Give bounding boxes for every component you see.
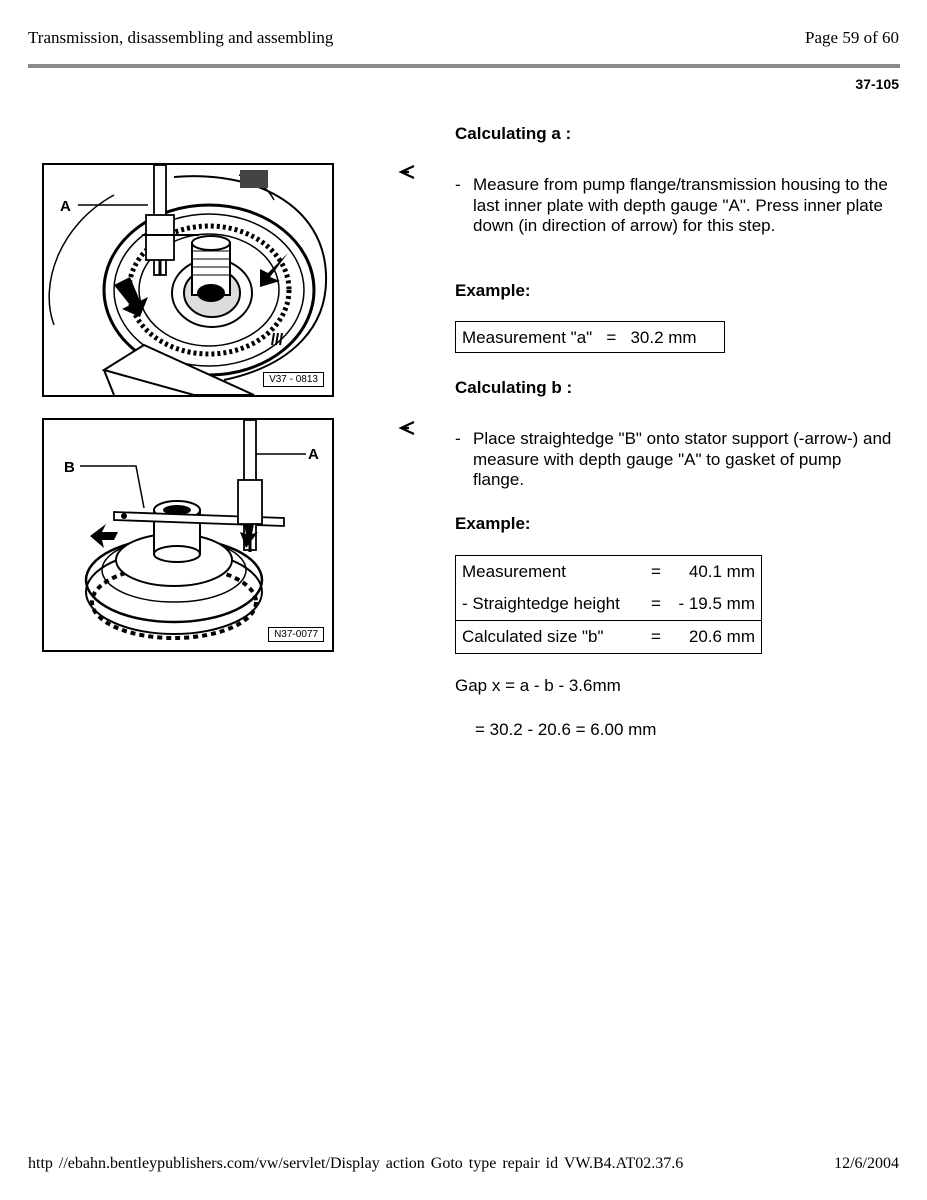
table-row xyxy=(456,621,761,654)
step-text: Measure from pump flange/transmission housing to the last inner plate with depth gauge "A". Press inner plate down (in direction of arrow) for this step. xyxy=(473,175,888,235)
heading-calculating-b: Calculating b : xyxy=(455,378,573,397)
figure-reference: N37-0077 xyxy=(268,627,324,642)
heading-calculating-a: Calculating a : xyxy=(455,124,572,143)
figure-label-a2: A xyxy=(308,446,319,463)
footer-url: http //ebahn.bentleypublishers.com/vw/servlet/Display action Goto type repair id VW.B4.AT02.37.6 xyxy=(28,1155,684,1172)
figure-reference: V37 - 0813 xyxy=(263,372,324,387)
row-equals: = xyxy=(651,562,661,581)
step-dash: - xyxy=(455,175,461,194)
footer-date: 12/6/2004 xyxy=(834,1155,899,1172)
header-title: Transmission, disassembling and assembling xyxy=(28,28,334,47)
header-divider xyxy=(28,64,900,68)
row-label: Measurement xyxy=(462,562,566,581)
row-label: Calculated size "b" xyxy=(456,621,643,654)
example-label-a: Example: xyxy=(455,281,531,300)
row-equals: = xyxy=(643,621,669,654)
row-value: 40.1 mm xyxy=(688,562,755,581)
arrow-left-icon xyxy=(397,162,417,187)
example-label-b: Example: xyxy=(455,514,531,533)
document-code: 37-105 xyxy=(855,76,899,92)
page-number: Page 59 of 60 xyxy=(805,28,899,47)
step-measure-a xyxy=(455,175,895,237)
step-dash: - xyxy=(455,429,461,448)
gap-result: = 30.2 - 20.6 = 6.00 mm xyxy=(475,720,657,739)
row-value: 20.6 mm xyxy=(669,621,761,654)
measurement-a-box: Measurement "a" = 30.2 mm xyxy=(455,321,725,353)
figure-label-b: B xyxy=(64,459,75,476)
figure-straightedge-stator xyxy=(42,418,334,652)
figure-depth-gauge-plate xyxy=(42,163,334,397)
row-equals: = xyxy=(651,594,661,613)
row-value: - 19.5 mm xyxy=(678,594,755,613)
table-row xyxy=(456,556,761,588)
table-row xyxy=(456,588,761,621)
gap-formula: Gap x = a - b - 3.6mm xyxy=(455,676,621,695)
row-label: - Straightedge height xyxy=(462,594,620,613)
arrow-left-icon xyxy=(397,418,417,443)
step-measure-b xyxy=(455,429,895,491)
measurement-b-table xyxy=(455,555,762,654)
figure-label-a: A xyxy=(60,198,71,215)
step-text: Place straightedge "B" onto stator support (-arrow-) and measure with depth gauge "A" to gasket of pump flange. xyxy=(473,429,892,489)
